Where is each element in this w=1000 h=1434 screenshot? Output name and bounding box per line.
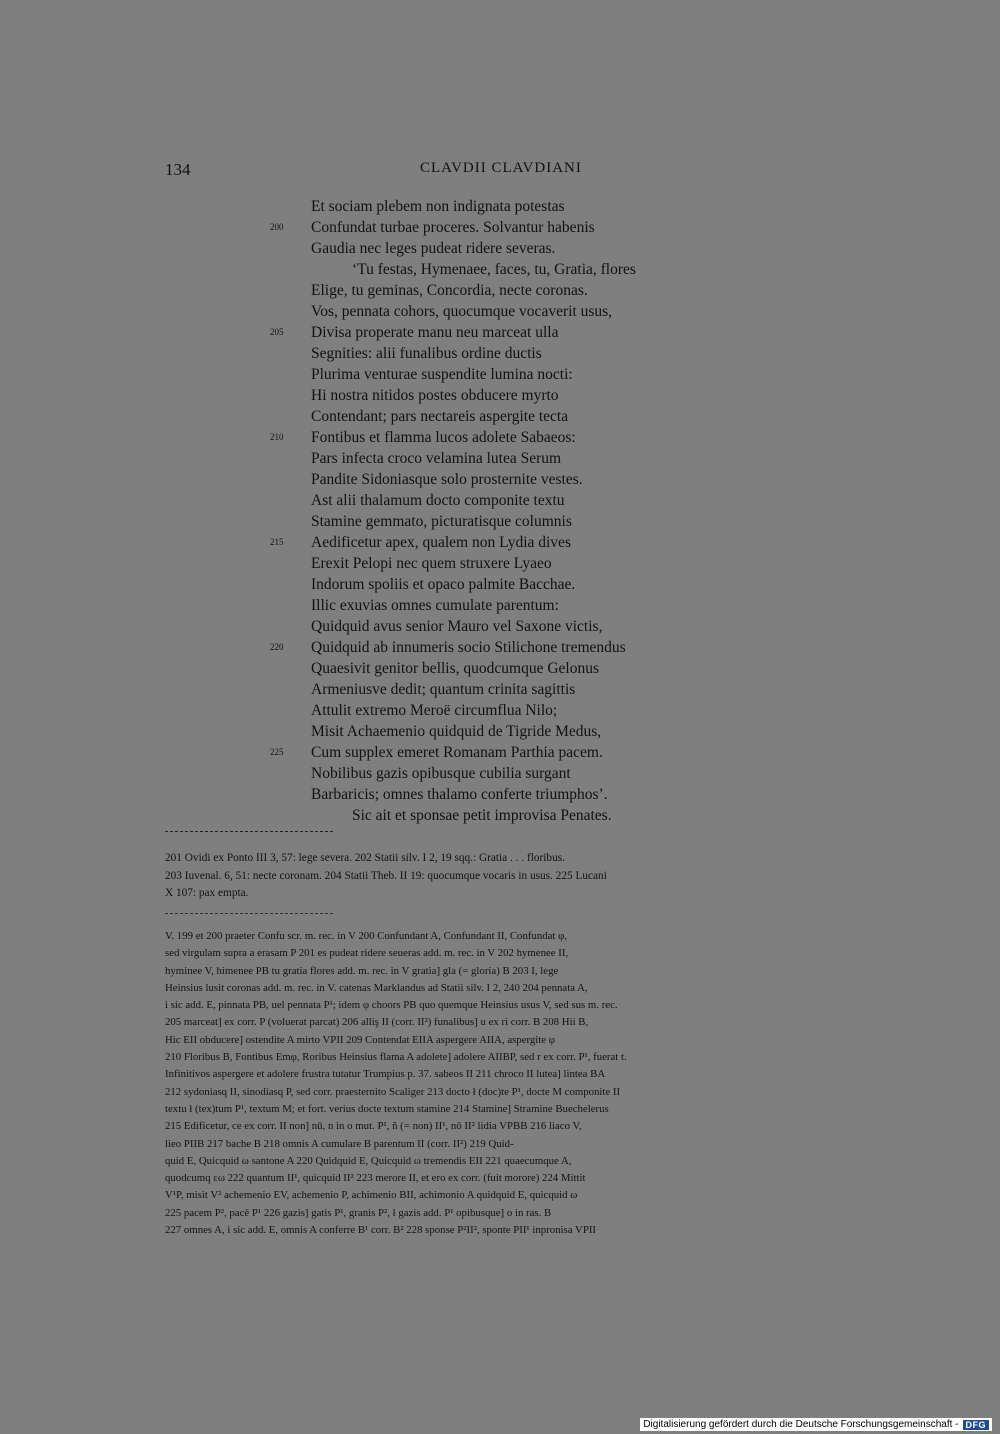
dfg-logo: DFG [963, 1420, 990, 1430]
verse-line [270, 700, 770, 721]
verse-text: Indorum spoliis et opaco palmite Bacchae. [311, 576, 576, 593]
verse-line [270, 511, 770, 532]
verse-text: Elige, tu geminas, Concordia, necte coronas. [311, 282, 588, 299]
verse-text: Vos, pennata cohors, quocumque vocaverit usus, [311, 303, 613, 320]
verse-line [270, 574, 770, 595]
verse-text: Hi nostra nitidos postes obducere myrto [311, 387, 559, 404]
verse-text: Plurima venturae suspendite lumina nocti: [311, 366, 573, 383]
verse-text: Illic exuvias omnes cumulate parentum: [311, 597, 559, 614]
apparatus-line: 227 omnes A, i sic add. E, omnis A conferre B¹ corr. B² 228 sponse P²II², sponte PII¹ inpronisa VPII [165, 1224, 597, 1237]
poem-text [270, 196, 770, 826]
apparatus-line: i sic add. E, pinnata PB, uel pennata P¹; idem φ choors PB quo quemque Heinsius usus V, sed sus m. rec. [165, 999, 618, 1012]
verse-number: 210 [270, 432, 284, 442]
verse-text: Et sociam plebem non indignata potestas [311, 198, 565, 215]
verse-line [270, 196, 770, 217]
verse-text: Nobilibus gazis opibusque cubilia surgant [311, 765, 571, 782]
verse-text: Gaudia nec leges pudeat ridere severas. [311, 240, 556, 257]
verse-line [270, 658, 770, 679]
apparatus-line: quid E, Quicquid ω santone A 220 Quidquid E, Quicquid ω tremendis EII 221 quaecumque A, [165, 1154, 572, 1167]
testimonia [165, 850, 837, 903]
testimonia-line: X 107: pax empta. [165, 887, 249, 899]
verse-number: 215 [270, 537, 284, 547]
verse-line [270, 553, 770, 574]
verse-text: Armeniusve dedit; quantum crinita sagittis [311, 681, 576, 698]
verse-line [270, 406, 770, 427]
verse-text: Erexit Pelopi nec quem struxere Lyaeo [311, 555, 552, 572]
verse-text: Quaesivit genitor bellis, quodcumque Gelonus [311, 660, 599, 677]
verse-line [270, 301, 770, 322]
verse-text: Pars infecta croco velamina lutea Serum [311, 450, 562, 467]
verse-text: Contendant; pars nectareis aspergite tecta [311, 408, 569, 425]
verse-line [270, 385, 770, 406]
verse-line [270, 448, 770, 469]
verse-line [270, 595, 770, 616]
running-head: CLAVDII CLAVDIANI [420, 160, 582, 176]
apparatus-line: 225 pacem P², pacē P¹ 226 gazis] gatis P¹, granis P², ł gazis add. P¹ opibusque] o in ras. B [165, 1206, 552, 1219]
verse-line [270, 763, 770, 784]
apparatus-line: Hic EII obducere] ostendite A mirto VPII 209 Contendat EIIA aspergere AIIA, aspergite φ [165, 1033, 556, 1046]
apparatus-line: 205 marceat] ex corr. P (voluerat parcat) 206 alliş II (corr. II²) funalibus] u ex ri corr. B 208 Hii B, [165, 1016, 589, 1029]
apparatus-line: quodcumq εω 222 quantum II¹, quicquid II² 223 merore II, et ero ex corr. (fuit morore) 224 Mittit [165, 1172, 586, 1185]
verse-line [270, 490, 770, 511]
verse-line [270, 637, 770, 658]
apparatus-line: 215 Edificetur, ce ex corr. II non] nū, n in o mut. P¹, ñ (= non) II¹, nō II² lidia VPBB 216 liaco V, [165, 1120, 582, 1133]
footnote-rule [165, 831, 333, 832]
verse-text: Sic ait et sponsae petit improvisa Penates. [352, 807, 612, 824]
verse-text: Fontibus et flamma lucos adolete Sabaeos: [311, 429, 576, 446]
verse-text: Misit Achaemenio quidquid de Tigride Medus, [311, 723, 602, 740]
verse-line [270, 616, 770, 637]
verse-line [270, 280, 770, 301]
verse-text: Confundat turbae proceres. Solvantur habenis [311, 219, 595, 236]
verse-line [270, 217, 770, 238]
verse-line [270, 532, 770, 553]
verse-line [270, 427, 770, 448]
apparatus-line: hyminee V, himenee PB tu gratia flores add. m. rec. in V gratia] gla (= gloria) B 203 I, lege [165, 964, 559, 977]
verse-text: Segnities: alii funalibus ordine ductis [311, 345, 542, 362]
verse-line [270, 343, 770, 364]
verse-line [270, 742, 770, 763]
apparatus-line: V. 199 et 200 praeter Confu scr. m. rec. in V 200 Confundant A, Confundant II, Confundat φ, [165, 930, 568, 942]
verse-text: Divisa properate manu neu marceat ulla [311, 324, 559, 341]
verse-text: Quidquid ab innumeris socio Stilichone tremendus [311, 639, 626, 656]
apparatus-rule [165, 913, 333, 914]
verse-line [270, 322, 770, 343]
apparatus-line: 210 Floribus B, Fontibus Emφ, Roribus Heinsius flama A adolete] adolere AIIBP, sed r ex corr. P¹, fuerat t. [165, 1051, 627, 1064]
verse-number: 200 [270, 222, 284, 232]
verse-line [270, 364, 770, 385]
verse-text: Aedificetur apex, qualem non Lydia dives [311, 534, 571, 551]
verse-line [270, 259, 770, 280]
apparatus-line: V¹P, misit V² achemenio EV, achemenio P, achimenio BII, achimonio A quidquid E, quicquid ω [165, 1189, 578, 1202]
apparatus-line: textu ł (tex)tum P¹, textum M; et fort. verius docte textum stamine 214 Stamine] Stramine Buechelerus [165, 1102, 609, 1115]
apparatus-line: 212 sydoniasq II, sinodiasq P, sed corr. praesternito Scaliger 213 docto ł (doc)te P¹, docte M componite II [165, 1085, 621, 1098]
footer-text: Digitalisierung gefördert durch die Deutsche Forschungsgemeinschaft - [643, 1419, 959, 1430]
verse-text: Quidquid avus senior Mauro vel Saxone victis, [311, 618, 603, 635]
apparatus-line: Infinitivos aspergere et adolere frustra tutatur Trumpius p. 37. sabeos II 211 chroco II lutea] lintea BA [165, 1068, 606, 1081]
verse-text: Pandite Sidoniasque solo prosternite vestes. [311, 471, 583, 488]
verse-line [270, 469, 770, 490]
verse-text: Ast alii thalamum docto componite textu [311, 492, 565, 509]
apparatus-line: lieo PIIB 217 bache B 218 omnis A cumulare B parentum II (corr. II²) 219 Quid- [165, 1137, 514, 1150]
verse-text: Attulit extremo Meroë circumflua Nilo; [311, 702, 558, 719]
verse-line [270, 721, 770, 742]
testimonia-line: 203 Iuvenal. 6, 51: necte coronam. 204 Statii Theb. II 19: quocumque vocaris in usus. 225 Lucani [165, 869, 607, 882]
verse-text: Stamine gemmato, picturatisque columnis [311, 513, 572, 530]
page-number: 134 [165, 160, 191, 179]
verse-text: Barbaricis; omnes thalamo conferte triumphos’. [311, 786, 608, 803]
verse-number: 225 [270, 747, 284, 757]
verse-number: 205 [270, 327, 284, 337]
apparatus-line: Heinsius lusit coronas add. m. rec. in V. catenas Marklandus ad Statii silv. I 2, 240 204 pennata A, [165, 981, 588, 994]
apparatus-line: sed virgulam supra a erasam P 201 es pudeat ridere seueras add. m. rec. in V 202 hymenee II, [165, 947, 569, 960]
verse-text: ‘Tu festas, Hymenaee, faces, tu, Gratia, flores [352, 261, 636, 278]
digitization-footer [640, 1418, 992, 1431]
verse-line [270, 784, 770, 805]
testimonia-line: 201 Ovidi ex Ponto III 3, 57: lege severa. 202 Statii silv. I 2, 19 sqq.: Gratia . . . floribus. [165, 852, 565, 864]
verse-line [270, 805, 770, 826]
verse-line [270, 238, 770, 259]
verse-text: Cum supplex emeret Romanam Parthia pacem. [311, 744, 603, 761]
critical-apparatus [165, 928, 837, 1239]
verse-line [270, 679, 770, 700]
verse-number: 220 [270, 642, 284, 652]
